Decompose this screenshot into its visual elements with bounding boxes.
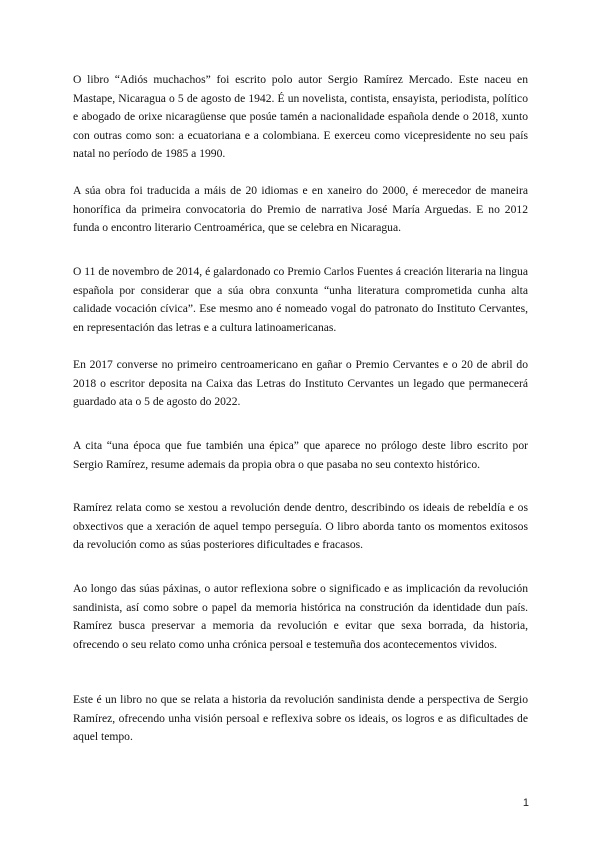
paragraph-memory-reflection: Ao longo das súas páxinas, o autor reflexiona sobre o significado e as implicación da revolución sandinista, así como sobre o papel da memoria histórica na construción da identidade dun país. Ramírez busca preservar a memoria da revolución e evitar que sexa borrada, da historia, ofrecendo o seu relato como unha crónica persoal e testemuña dos acontecementos vividos.	[73, 582, 528, 651]
paragraph-prologue-quote: A cita “una época que fue también una épica” que aparece no prólogo deste libro escrito por Sergio Ramírez, resume ademais da propia obra o que pasaba no seu contexto histórico.	[73, 439, 528, 471]
paragraph-author-biography: O libro “Adiós muchachos” foi escrito polo autor Sergio Ramírez Mercado. Este naceu en Mastape, Nicaragua o 5 de agosto de 1942. É un novelista, contista, ensayista, periodista, político e abogado de orixe nicaragüense que posúe tamén a nacionalidade española dende o 2018, xunto con outras como son: a ecuatoriana e a colombiana. E exerceu como vicepresidente no seu país natal no período de 1985 a 1990.	[73, 73, 528, 161]
page-number: 1	[522, 797, 529, 809]
paragraph-cervantes-prize: En 2017 converse no primeiro centroamericano en gañar o Premio Cervantes e o 20 de abril do 2018 o escritor deposita na Caixa das Letras do Instituto Cervantes un legado que permanecerá guardado ata o 5 de agosto do 2022.	[73, 358, 528, 409]
paragraph-carlos-fuentes-prize: O 11 de novembro de 2014, é galardonado co Premio Carlos Fuentes á creación literaria na lingua española por considerar que a súa obra conxunta “unha literatura comprometida cunha alta calidade vocación cívica”. Ese mesmo ano é nomeado vogal do patronato do Instituto Cervantes, en representación das letras e a cultura latinoamericanas.	[73, 265, 528, 334]
paragraph-conclusion: Este é un libro no que se relata a historia da revolución sandinista dende a perspectiva de Sergio Ramírez, ofrecendo unha visión persoal e reflexiva sobre os ideais, os logros e as dificultades de aquel tempo.	[73, 693, 528, 744]
paragraph-translations-awards: A súa obra foi traducida a máis de 20 idiomas e en xaneiro do 2000, é merecedor de maneira honorífica da primeira convocatoria do Premio de narrativa José María Arguedas. E no 2012 funda o encontro literario Centroamérica, que se celebra en Nicaragua.	[73, 184, 528, 235]
paragraph-revolution-account: Ramírez relata como se xestou a revolución dende dentro, describindo os ideais de rebeldía e os obxectivos que a xeración de aquel tempo perseguía. O libro aborda tanto os momentos exitosos da revolución como as súas posteriores dificultades e fracasos.	[73, 501, 528, 552]
